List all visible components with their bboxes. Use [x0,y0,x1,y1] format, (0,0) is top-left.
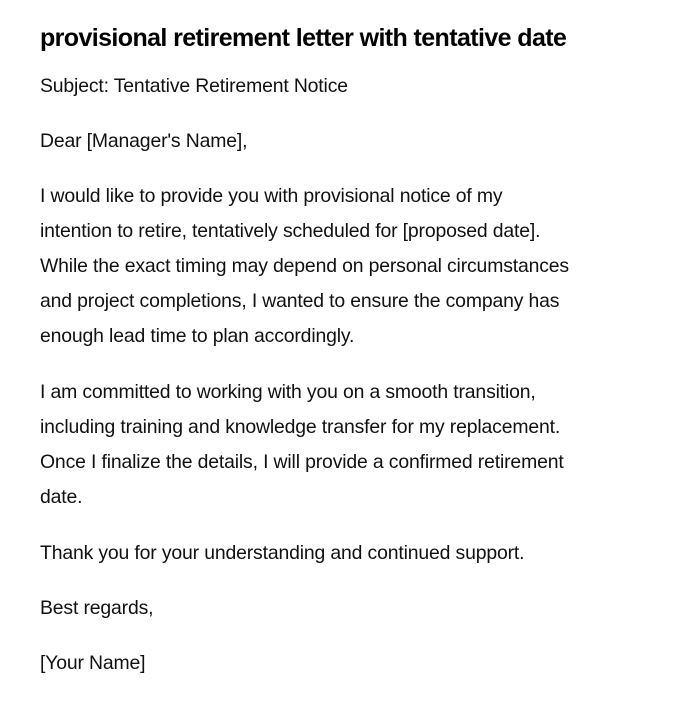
paragraph-line: enough lead time to plan accordingly. [40,325,355,347]
paragraph-line: date. [40,486,83,508]
subject-line: Subject: Tentative Retirement Notice [40,75,348,97]
signature-line: [Your Name] [40,652,146,674]
paragraph-line: I would like to provide you with provisional notice of my [40,185,503,207]
salutation: Dear [Manager's Name], [40,130,248,152]
paragraph-line: Once I finalize the details, I will provide a confirmed retirement [40,451,564,473]
paragraph-line: including training and knowledge transfer for my replacement. [40,416,561,438]
body-paragraph-intent [40,179,569,354]
paragraph-line: intention to retire, tentatively scheduled for [proposed date]. [40,220,541,242]
closing-line: Best regards, [40,597,154,619]
document-title: provisional retirement letter with tentative date [40,24,567,52]
thanks-line: Thank you for your understanding and continued support. [40,542,525,564]
paragraph-line: While the exact timing may depend on personal circumstances [40,255,569,277]
paragraph-line: I am committed to working with you on a smooth transition, [40,381,536,403]
body-paragraph-transition [40,375,564,515]
paragraph-line: and project completions, I wanted to ensure the company has [40,290,560,312]
